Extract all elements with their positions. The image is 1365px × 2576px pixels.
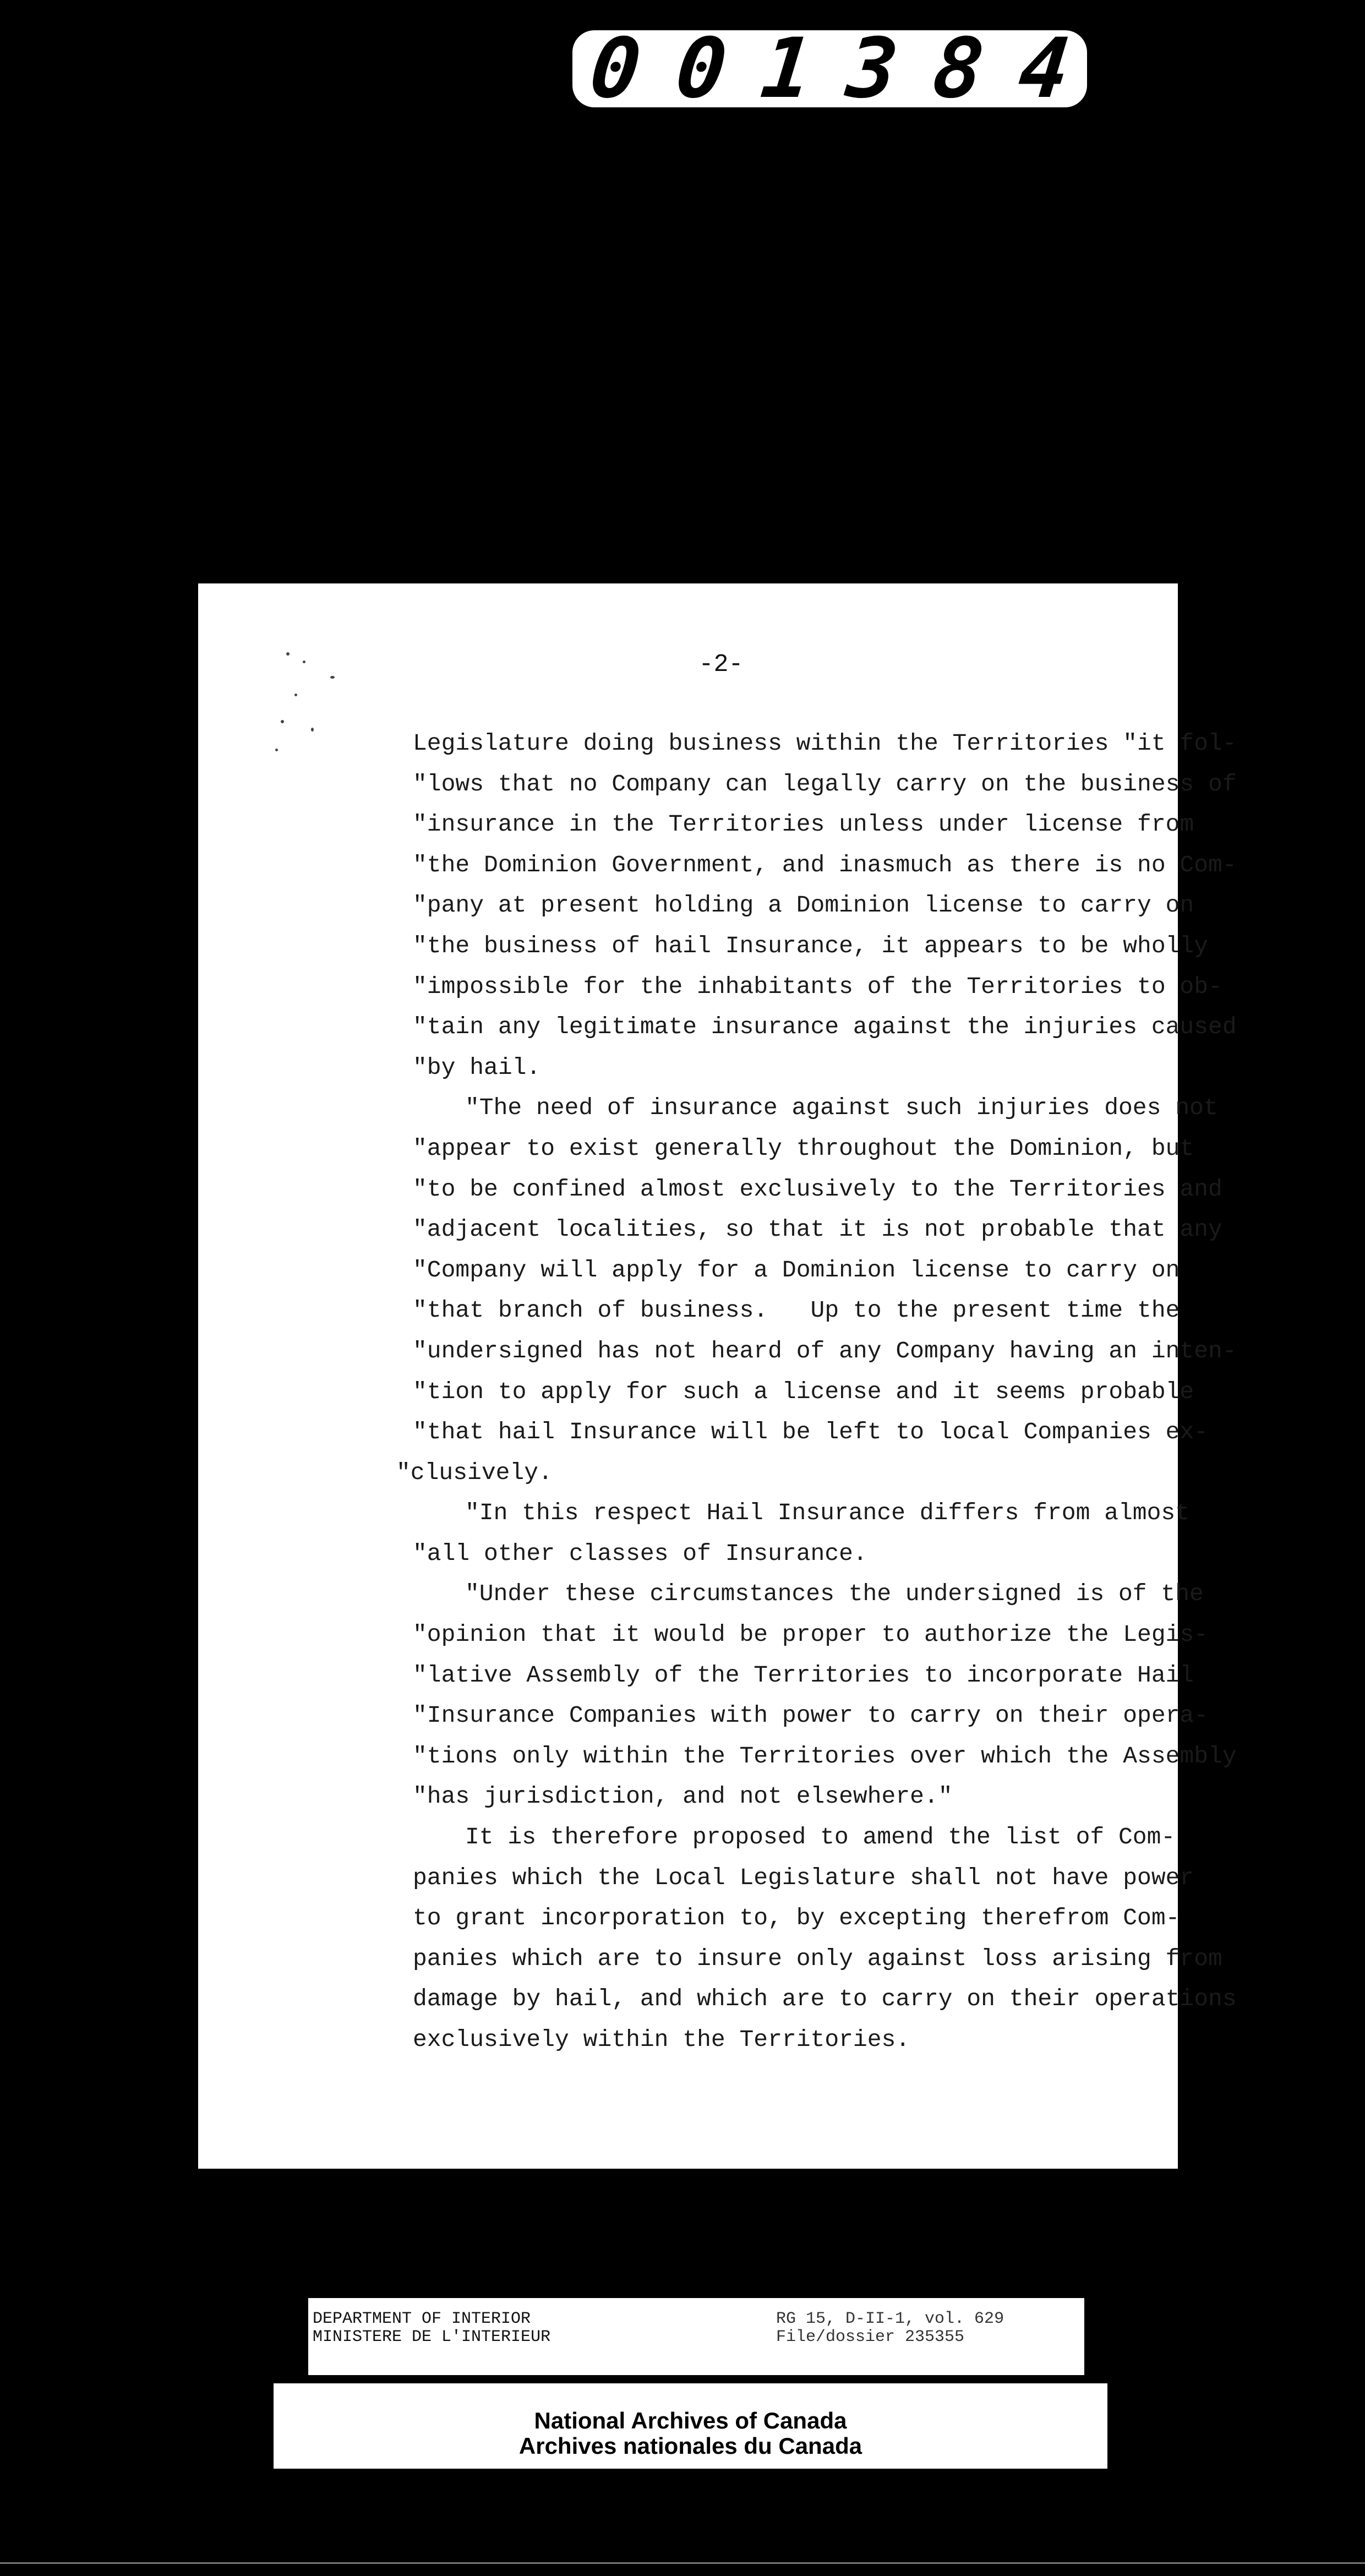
- archive-name-en: National Archives of Canada: [534, 2408, 847, 2433]
- department-name-en: DEPARTMENT OF INTERIOR: [313, 2310, 531, 2328]
- ink-speck: [303, 661, 305, 663]
- record-group-reference: RG 15, D-II-1, vol. 629: [776, 2310, 1004, 2328]
- text-line: panies which are to insure only against loss arising from: [413, 1945, 1222, 1972]
- text-line: "impossible for the inhabitants of the Territories to ob-: [413, 973, 1222, 1000]
- text-line: "undersigned has not heard of any Company having an inten-: [413, 1337, 1237, 1365]
- text-line: exclusively within the Territories.: [413, 2026, 910, 2053]
- text-line: to grant incorporation to, by excepting therefrom Com-: [413, 1904, 1180, 1932]
- text-line: "Under these circumstances the undersigned is of the: [465, 1580, 1204, 1608]
- counter-digit: 0: [671, 21, 731, 117]
- text-line: "has jurisdiction, and not elsewhere.": [413, 1783, 953, 1810]
- ink-speck: [294, 694, 297, 696]
- text-line: "that hail Insurance will be left to local Companies ex-: [413, 1418, 1209, 1446]
- text-line: "tain any legitimate insurance against the injuries caused: [413, 1013, 1237, 1041]
- text-line: "In this respect Hail Insurance differs from almost: [465, 1499, 1190, 1527]
- ink-speck: [286, 652, 290, 656]
- text-line: "lows that no Company can legally carry on the business of: [413, 770, 1237, 798]
- counter-digit: 8: [928, 21, 989, 117]
- department-label: [308, 2298, 1084, 2375]
- text-line: "to be confined almost exclusively to the Territories and: [413, 1175, 1222, 1203]
- text-line: "tion to apply for such a license and it seems probable: [413, 1378, 1194, 1405]
- ink-speck: [311, 728, 314, 732]
- department-name-fr: MINISTERE DE L'INTERIEUR: [313, 2328, 551, 2346]
- text-line: "Company will apply for a Dominion license to carry on: [413, 1256, 1180, 1284]
- counter-digit: 4: [1014, 21, 1074, 117]
- film-edge-line: [0, 2562, 1365, 2564]
- department-name: [313, 2310, 550, 2346]
- text-line: "appear to exist generally throughout the Dominion, but: [413, 1134, 1194, 1162]
- ink-speck: [275, 749, 278, 751]
- text-line: "Insurance Companies with power to carry on their opera-: [413, 1702, 1209, 1729]
- text-line: Legislature doing business within the Territories "it fol-: [413, 730, 1237, 757]
- text-line: "pany at present holding a Dominion license to carry on: [413, 892, 1194, 919]
- archive-name-fr: Archives nationales du Canada: [518, 2433, 862, 2459]
- ink-speck: [330, 676, 335, 679]
- archive-label: [274, 2383, 1107, 2469]
- document-body: [396, 723, 1237, 2060]
- text-line: "by hail.: [413, 1054, 541, 1081]
- frame-counter: [572, 21, 1087, 117]
- text-line: panies which the Local Legislature shall not have power: [413, 1864, 1194, 1891]
- text-line: "all other classes of Insurance.: [413, 1540, 867, 1567]
- text-line: "insurance in the Territories unless under license from: [413, 811, 1194, 838]
- file-reference: [776, 2310, 1004, 2346]
- text-line: "the Dominion Government, and inasmuch as there is no Com-: [413, 851, 1237, 878]
- text-line: "the business of hail Insurance, it appears to be wholly: [413, 932, 1209, 959]
- counter-digit: 1: [757, 21, 817, 117]
- document-page: [198, 583, 1237, 2169]
- ink-speck: [281, 720, 284, 723]
- text-line: "that branch of business. Up to the present time the: [413, 1297, 1180, 1324]
- page-number: -2-: [698, 651, 744, 679]
- text-line: "lative Assembly of the Territories to incorporate Hail: [413, 1661, 1194, 1689]
- text-line: It is therefore proposed to amend the list of Com-: [465, 1824, 1176, 1851]
- counter-digit: 3: [843, 21, 903, 117]
- text-line: "adjacent localities, so that it is not probable that any: [413, 1216, 1222, 1243]
- counter-digit: 0: [585, 21, 646, 117]
- text-line: "tions only within the Territories over which the Assembly: [413, 1742, 1237, 1770]
- file-number: File/dossier 235355: [776, 2328, 965, 2346]
- text-line: "opinion that it would be proper to authorize the Legis-: [413, 1621, 1209, 1649]
- text-line: "clusively.: [396, 1459, 553, 1486]
- text-line: "The need of insurance against such injuries does not: [465, 1094, 1218, 1122]
- text-line: damage by hail, and which are to carry on their operations: [413, 1985, 1237, 2013]
